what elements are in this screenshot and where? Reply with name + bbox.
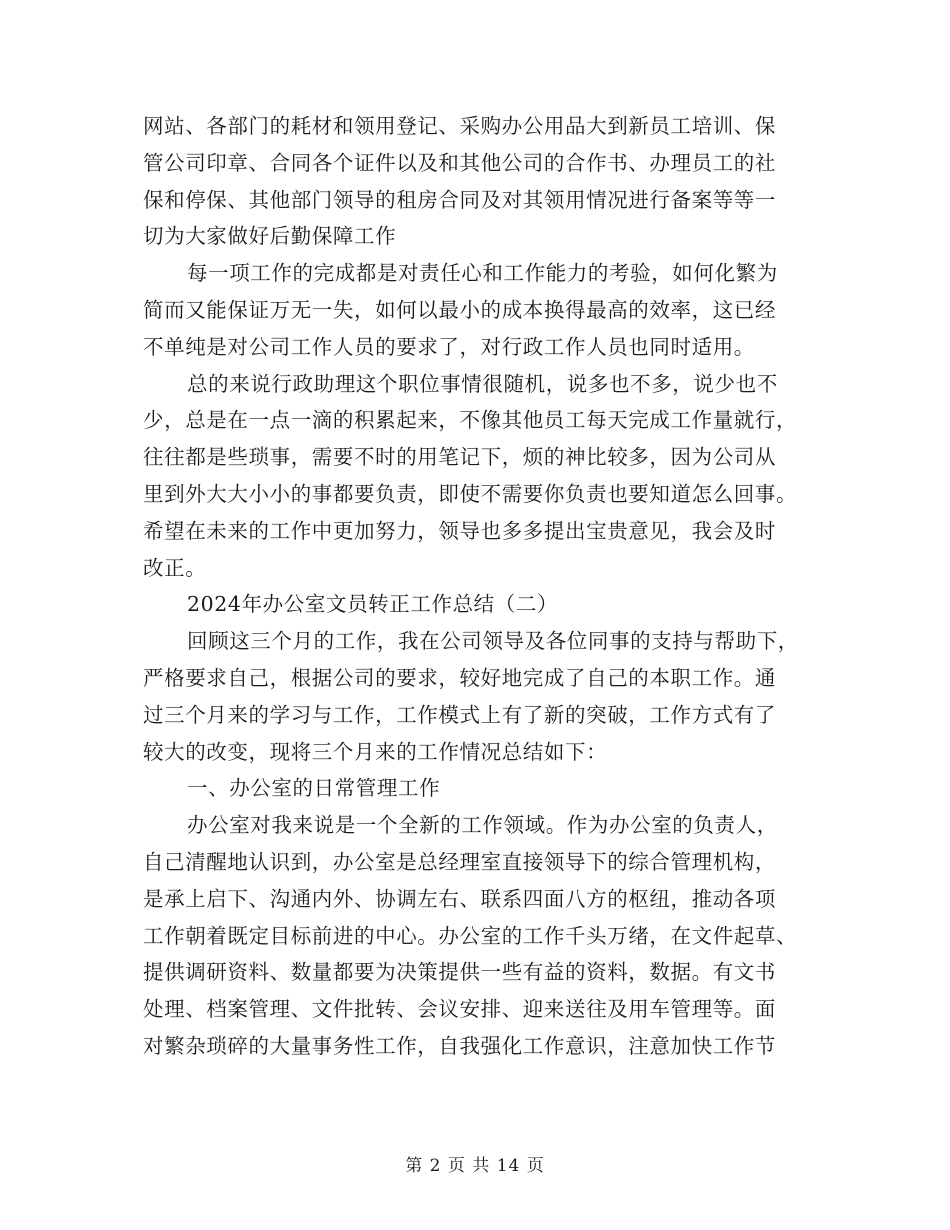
text-line: 简而又能保证万无一失，如何以最小的成本换得最高的效率，这已经 [143,297,776,322]
document-body [143,108,813,1065]
text-line: 不单纯是对公司工作人员的要求了，对行政工作人员也同时适用。 [143,334,755,359]
text-line: 较大的改变，现将三个月来的工作情况总结如下： [143,739,608,764]
text-line: 改正。 [143,555,207,580]
paragraph-start-line: 每一项工作的完成都是对责任心和工作能力的考验，如何化繁为 [187,261,778,286]
subsection-heading: 一、办公室的日常管理工作 [187,776,441,801]
text-line: 处理、档案管理、文件批转、会议安排、迎来送往及用车管理等。面 [143,997,776,1022]
text-line: 管公司印章、合同各个证件以及和其他公司的合作书、办理员工的社 [143,150,776,175]
text-line: 网站、各部门的耗材和领用登记、采购办公用品大到新员工培训、保 [143,114,776,138]
text-line: 自己清醒地认识到，办公室是总经理室直接领导下的综合管理机构， [143,849,776,874]
text-line: 少，总是在一点一滴的积累起来，不像其他员工每天完成工作量就行， [143,408,798,433]
text-line: 过三个月来的学习与工作，工作模式上有了新的突破，工作方式有了 [143,702,776,727]
text-line: 保和停保、其他部门领导的租房合同及对其领用情况进行备案等等一 [143,187,776,212]
text-line: 提供调研资料、数量都要为决策提供一些有益的资料，数据。有文书 [143,960,776,985]
text-line: 切为大家做好后勤保障工作 [143,224,397,249]
page-number-footer: 第 2 页 共 14 页 [405,1156,545,1176]
paragraph-start-line: 办公室对我来说是一个全新的工作领域。作为办公室的负责人， [187,813,778,838]
paragraph-start-line: 回顾这三个月的工作，我在公司领导及各位同事的支持与帮助下， [187,629,799,654]
text-line: 对繁杂琐碎的大量事务性工作，自我强化工作意识，注意加快工作节 [143,1033,776,1058]
paragraph-start-line: 总的来说行政助理这个职位事情很随机，说多也不多，说少也不 [187,371,778,396]
text-line: 严格要求自己，根据公司的要求，较好地完成了自己的本职工作。通 [143,665,776,690]
text-line: 希望在未来的工作中更加努力，领导也多多提出宝贵意见，我会及时 [143,518,776,543]
text-line: 里到外大大小小的事都要负责，即使不需要你负责也要知道怎么回事。 [143,481,798,506]
text-line: 工作朝着既定目标前进的中心。办公室的工作千头万绪，在文件起草、 [143,923,798,948]
section-heading: 2024年办公室文员转正工作总结（二） [187,592,559,617]
text-line: 往往都是些琐事，需要不时的用笔记下，烦的神比较多，因为公司从 [143,445,776,470]
text-line: 是承上启下、沟通内外、协调左右、联系四面八方的枢纽，推动各项 [143,886,776,911]
